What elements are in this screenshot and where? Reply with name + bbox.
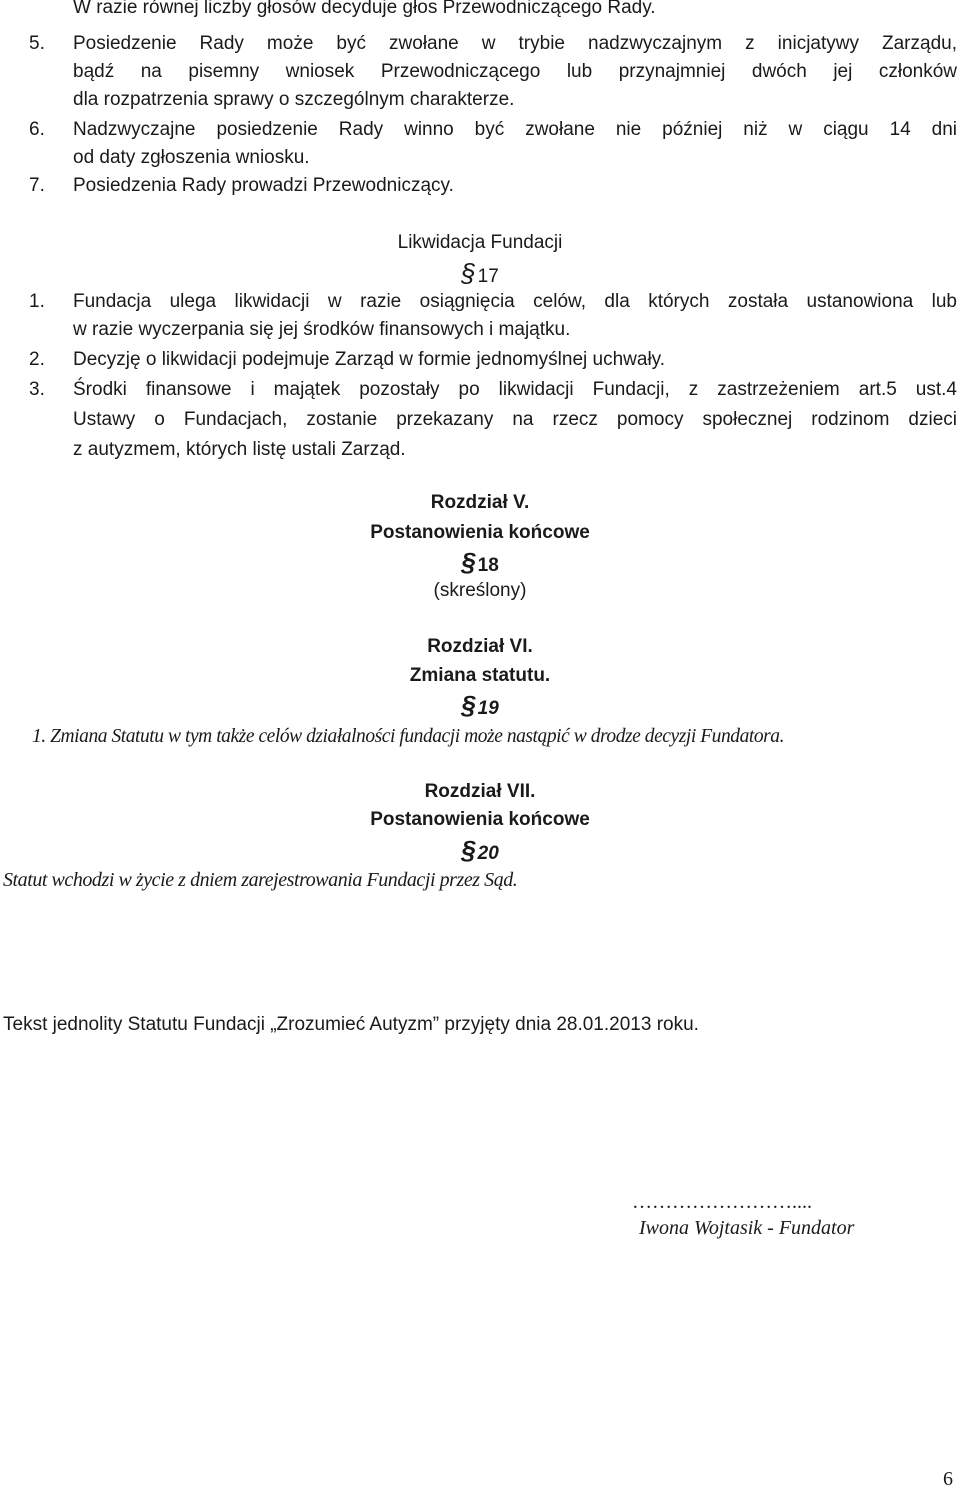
likwidacja-p3-line1: Środki finansowe i majątek pozostały po likwidacji Fundacji, z zastrzeżeniem art.5 ust.4 [73, 379, 957, 400]
section-18-note: (skreślony) [433, 580, 527, 601]
section-number-18: 18 [477, 555, 499, 576]
rada-p5-line2: bądź na pisemny wniosek Przewodniczącego lub przynajmniej dwóch jej członków [73, 61, 957, 82]
rada-p5-line1: Posiedzenie Rady może być zwołane w trybie nadzwyczajnym z inicjatywy Zarządu, [73, 33, 957, 54]
rozdzial-5-title: Rozdział V. [430, 492, 530, 513]
signature-line: …………………….... [632, 1191, 812, 1213]
section-number-20: 20 [477, 843, 499, 864]
section-number-19: 19 [477, 698, 499, 719]
likwidacja-p2-line1: Decyzję o likwidacji podejmuje Zarząd w formie jednomyślnej uchwały. [73, 349, 666, 370]
rada-p6-line2: od daty zgłoszenia wniosku. [73, 147, 310, 168]
rozdzial-7-subtitle: Postanowienia końcowe [370, 809, 590, 830]
rada-line-0: W razie równej liczby głosów decyduje głos Przewodniczącego Rady. [73, 0, 656, 18]
rozdzial-6-title: Rozdział VI. [427, 636, 533, 657]
likwidacja-p3-number: 3. [29, 379, 45, 400]
section-19-heading [0, 691, 960, 723]
rada-p6-line1: Nadzwyczajne posiedzenie Rady winno być zwołane nie później niż w ciągu 14 dni [73, 119, 957, 140]
section-17-heading [0, 259, 960, 291]
section-symbol-18: § [461, 547, 476, 577]
section-symbol-19: § [461, 690, 476, 720]
unified-text-note: Tekst jednolity Statutu Fundacji „Zrozumieć Autyzm” przyjęty dnia 28.01.2013 roku. [3, 1014, 699, 1035]
section-20-heading [0, 836, 960, 868]
signature-name: Iwona Wojtasik - Fundator [639, 1217, 855, 1239]
section-18-heading [0, 548, 960, 580]
likwidacja-p3-line3: z autyzmem, których listę ustali Zarząd. [73, 439, 406, 460]
section-symbol-17: § [461, 258, 476, 288]
section-number-17: 17 [477, 266, 499, 287]
rada-p5-line3: dla rozpatrzenia sprawy o szczególnym charakterze. [73, 89, 515, 110]
likwidacja-heading: Likwidacja Fundacji [397, 232, 563, 253]
likwidacja-p2-number: 2. [29, 349, 45, 370]
rada-p6-number: 6. [29, 119, 45, 140]
rada-p7-line1: Posiedzenia Rady prowadzi Przewodniczący. [73, 175, 454, 196]
rozdzial-7-title: Rozdział VII. [424, 781, 536, 802]
likwidacja-p1-number: 1. [29, 291, 45, 312]
rada-p5-number: 5. [29, 33, 45, 54]
page-number: 6 [943, 1468, 953, 1490]
likwidacja-p1-line2: w razie wyczerpania się jej środków finansowych i majątku. [73, 319, 571, 340]
rozdzial-6-subtitle: Zmiana statutu. [409, 665, 551, 686]
rada-p7-number: 7. [29, 175, 45, 196]
rozdzial-7-p1: Statut wchodzi w życie z dniem zarejestrowania Fundacji przez Sąd. [3, 869, 518, 891]
rozdzial-5-subtitle: Postanowienia końcowe [370, 522, 590, 543]
rozdzial-6-p1: 1. Zmiana Statutu w tym także celów działalności fundacji może nastąpić w drodze decyzji Fundatora. [32, 726, 784, 747]
likwidacja-p1-line1: Fundacja ulega likwidacji w razie osiągnięcia celów, dla których została ustanowiona lub [73, 291, 957, 312]
section-symbol-20: § [461, 835, 476, 865]
likwidacja-p3-line2: Ustawy o Fundacjach, zostanie przekazany na rzecz pomocy społecznej rodzinom dzieci [73, 409, 957, 430]
